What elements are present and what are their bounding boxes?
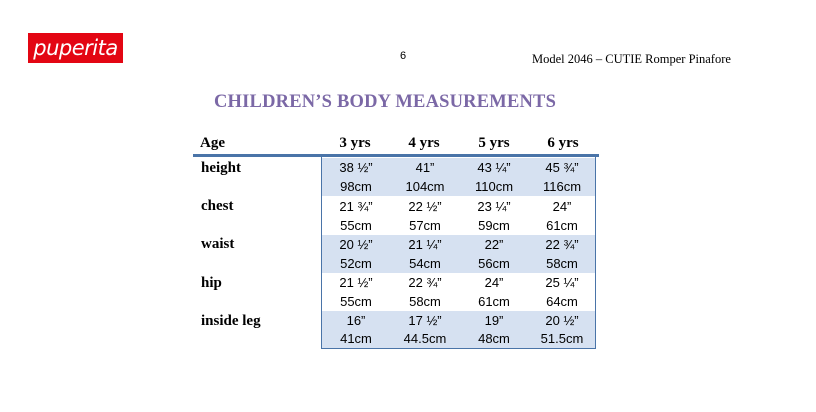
table-cell: 41” — [415, 160, 435, 175]
table-cell: 54cm — [409, 256, 441, 271]
table-cell: 20 ½” — [545, 313, 579, 328]
puperita-logo — [28, 33, 123, 63]
table-cell: 58cm — [546, 256, 578, 271]
table-cell: 59cm — [478, 218, 510, 233]
row-label-waist: waist — [201, 236, 235, 252]
table-cell: 104cm — [405, 179, 445, 194]
table-cell: 24” — [484, 275, 504, 290]
table-row — [322, 311, 595, 330]
logo-text: puperita — [33, 35, 118, 60]
measurements-table — [321, 157, 596, 349]
table-cell: 22” — [484, 237, 504, 252]
row-label-inside-leg: inside leg — [201, 313, 261, 329]
section-title: CHILDREN’S BODY MEASUREMENTS — [214, 92, 557, 112]
table-cell: 17 ½” — [408, 313, 442, 328]
table-row — [322, 158, 595, 177]
row-label-chest: chest — [201, 198, 234, 214]
table-cell: 55cm — [340, 218, 372, 233]
table-cell: 16” — [346, 313, 366, 328]
page-number: 6 — [400, 50, 407, 62]
table-row — [322, 254, 595, 273]
table-cell: 43 ¼” — [477, 160, 511, 175]
age-column-header: Age — [200, 135, 225, 151]
table-cell: 55cm — [340, 294, 372, 309]
table-cell: 52cm — [340, 256, 372, 271]
table-cell: 22 ¾” — [545, 237, 579, 252]
table-cell: 57cm — [409, 218, 441, 233]
size-header-4yrs: 4 yrs — [408, 135, 440, 151]
table-cell: 20 ½” — [339, 237, 373, 252]
table-cell: 22 ¾” — [408, 275, 442, 290]
table-cell: 48cm — [478, 331, 510, 346]
size-header-5yrs: 5 yrs — [478, 135, 510, 151]
size-header-6yrs: 6 yrs — [547, 135, 579, 151]
table-row — [322, 273, 595, 292]
table-row — [322, 216, 595, 235]
row-label-hip: hip — [201, 275, 222, 291]
table-row — [322, 235, 595, 254]
table-cell: 64cm — [546, 294, 578, 309]
table-row — [322, 197, 595, 216]
table-cell: 110cm — [474, 179, 514, 194]
table-cell: 56cm — [478, 256, 510, 271]
table-cell: 116cm — [542, 179, 582, 194]
table-row — [322, 292, 595, 311]
table-cell: 61cm — [478, 294, 510, 309]
table-cell: 58cm — [409, 294, 441, 309]
table-cell: 21 ¼” — [408, 237, 442, 252]
table-cell: 25 ¼” — [545, 275, 579, 290]
table-cell: 38 ½” — [339, 160, 373, 175]
table-cell: 44.5cm — [403, 331, 447, 346]
table-cell: 41cm — [340, 331, 372, 346]
size-header-row — [198, 134, 598, 154]
table-cell: 22 ½” — [408, 199, 442, 214]
table-cell: 45 ¾” — [545, 160, 579, 175]
model-title: Model 2046 – CUTIE Romper Pinafore — [532, 52, 731, 66]
table-cell: 23 ¼” — [477, 199, 511, 214]
table-cell: 21 ¾” — [339, 199, 373, 214]
row-label-height: height — [201, 160, 242, 176]
table-cell: 19” — [484, 313, 504, 328]
table-cell: 51.5cm — [540, 331, 584, 346]
table-cell: 21 ½” — [339, 275, 373, 290]
table-cell: 61cm — [546, 218, 578, 233]
size-header-3yrs: 3 yrs — [339, 135, 371, 151]
table-row — [322, 329, 595, 348]
table-cell: 98cm — [340, 179, 372, 194]
table-row — [322, 177, 595, 196]
table-cell: 24” — [552, 199, 572, 214]
